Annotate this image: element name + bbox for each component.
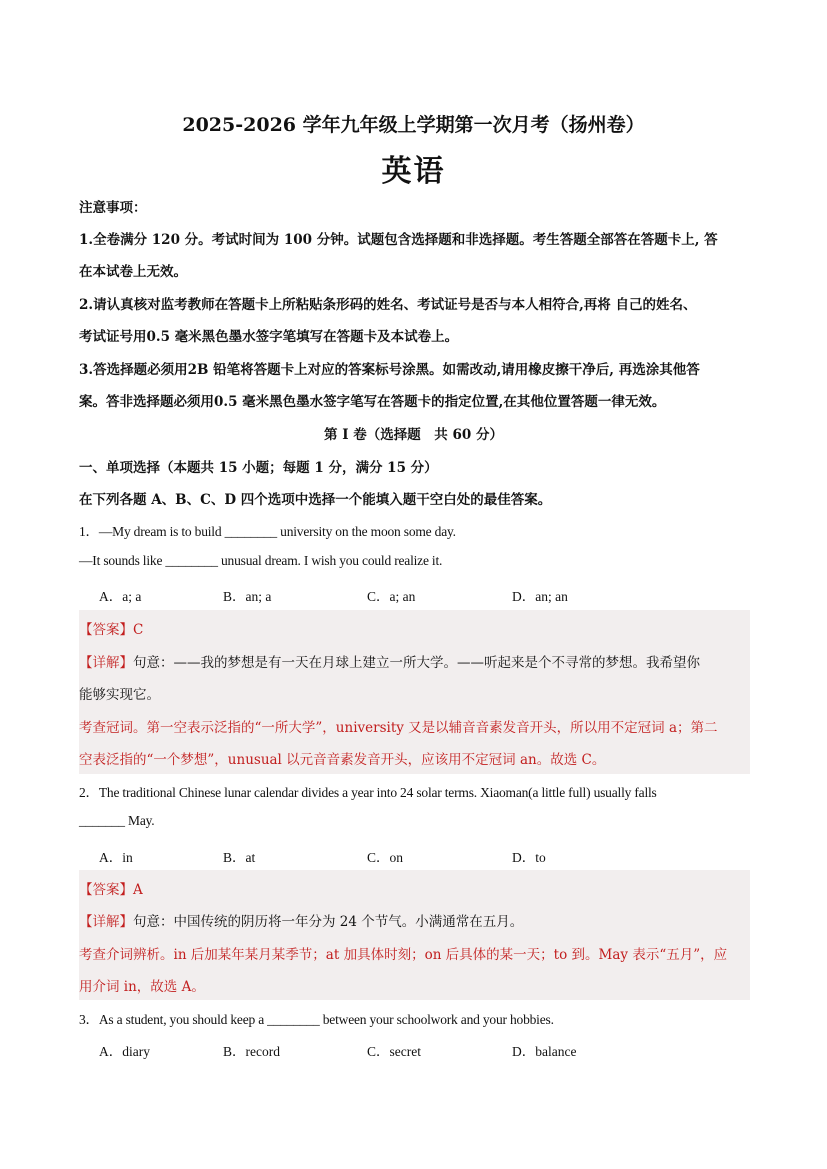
q2-stem-2: _______ May. xyxy=(79,813,155,828)
q1-option-a: A．a; a xyxy=(99,589,142,604)
q2-option-a: A．in xyxy=(99,850,133,865)
q1-analysis-2: 空表泛指的“一个梦想”，unusual 以元音音素发音开头，应该用不定冠词 an。故选 C。 xyxy=(79,752,606,768)
q1-stem-1: 1．—My dream is to build ________ university on the moon some day. xyxy=(79,524,456,539)
subject-title: 英语 xyxy=(381,154,446,189)
q1-detail-1 xyxy=(79,651,700,671)
notice-line-2b: 考试证号用0.5 毫米黑色墨水签字笔填写在答题卡及本试卷上。 xyxy=(79,329,459,345)
q1-analysis-1: 考查冠词。第一空表示泛指的“一所大学”，university 又是以辅音音素发音开头，所以用不定冠词 a；第二 xyxy=(79,720,718,736)
q2-detail-1 xyxy=(79,910,523,930)
q3-option-b: B．record xyxy=(223,1044,280,1059)
q2-analysis-1: 考查介词辨析。in 后加某年某月某季节；at 加具体时刻；on 后具体的某一天；to 到。May 表示“五月”，应 xyxy=(79,947,728,963)
q3-option-a: A．diary xyxy=(99,1044,150,1059)
q1-option-d: D．an; an xyxy=(512,589,568,604)
notice-heading: 注意事项： xyxy=(79,200,147,216)
q2-answer: 【答案】A xyxy=(79,882,143,898)
notice-line-3b: 案。答非选择题必须用0.5 毫米黑色墨水签字笔写在答题卡的指定位置,在其他位置答题一律无效。 xyxy=(79,394,666,410)
notice-line-3a: 3.答选择题必须用2B 铅笔将答题卡上对应的答案标号涂黑。如需改动,请用橡皮擦干净后, 再选涂其他答 xyxy=(79,362,700,378)
q3-option-c: C．secret xyxy=(367,1044,421,1059)
q2-option-c: C．on xyxy=(367,850,404,865)
volume-heading: 第 I 卷（选择题 共 60 分） xyxy=(324,427,503,443)
q2-detail-text: 句意：中国传统的阴历将一年分为 24 个节气。小满通常在五月。 xyxy=(133,914,524,930)
q1-detail-2: 能够实现它。 xyxy=(79,687,160,703)
part-heading: 一、单项选择（本题共 15 小题；每题 1 分，满分 15 分） xyxy=(79,460,438,476)
notice-line-1a: 1.全卷满分 120 分。考试时间为 100 分钟。试题包含选择题和非选择题。考生答题全部答在答题卡上, 答 xyxy=(79,232,718,248)
q1-option-c: C．a; an xyxy=(367,589,416,604)
q1-option-b: B．an; a xyxy=(223,589,272,604)
q2-option-b: B．at xyxy=(223,850,256,865)
q1-answer: 【答案】C xyxy=(79,622,144,638)
q2-analysis-2: 用介词 in，故选 A。 xyxy=(79,979,205,995)
q2-option-d: D．to xyxy=(512,850,546,865)
q1-detail-label: 【详解】 xyxy=(79,655,133,671)
exam-title: 2025-2026 学年九年级上学期第一次月考（扬州卷） xyxy=(182,114,645,136)
q2-detail-label: 【详解】 xyxy=(79,914,133,930)
q3-option-d: D．balance xyxy=(512,1044,577,1059)
q1-stem-2: —It sounds like ________ unusual dream. I wish you could realize it. xyxy=(79,553,443,568)
instruction: 在下列各题 A、B、C、D 四个选项中选择一个能填入题干空白处的最佳答案。 xyxy=(79,492,552,508)
q3-stem-1: 3．As a student, you should keep a ________ between your schoolwork and your hobbies. xyxy=(79,1012,554,1027)
notice-line-1b: 在本试卷上无效。 xyxy=(79,264,187,280)
q1-detail-text: 句意：——我的梦想是有一天在月球上建立一所大学。——听起来是个不寻常的梦想。我希望你 xyxy=(133,655,700,671)
q2-stem-1: 2．The traditional Chinese lunar calendar divides a year into 24 solar terms. Xiaoman(a little full) usually falls xyxy=(79,785,657,800)
notice-line-2a: 2.请认真核对监考教师在答题卡上所粘贴条形码的姓名、考试证号是否与本人相符合,再将 自己的姓名、 xyxy=(79,297,697,313)
